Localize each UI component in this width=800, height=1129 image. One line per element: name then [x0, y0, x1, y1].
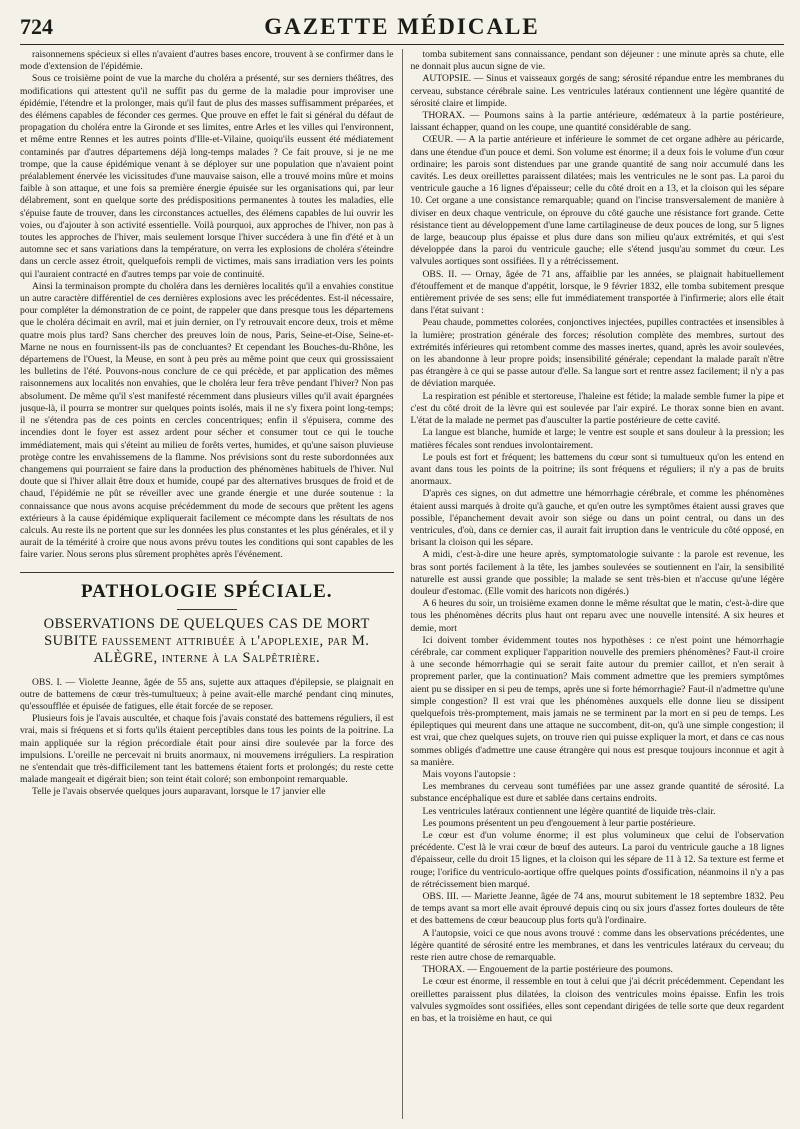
paragraph: La langue est blanche, humide et large; le ventre est souple et sans douleur à la pression; les matières fécales sont rendues involontairement. [410, 427, 784, 451]
left-column [20, 49, 402, 1119]
paragraph: Le cœur est énorme, il ressemble en tout à celui que j'ai décrit précédemment. Cependant les oreillettes paraissent plus dilatées, la cloison des ventricules moins épaisse. Enfin les trois valvules sygmoïdes sont ossifiées, elles sont cependant dirigées de telle sorte que deux regardent en bas, et la troisième en haut, ce qui [410, 976, 784, 1025]
paragraph: Peau chaude, pommettes colorées, conjonctives injectées, pupilles contractées et insensibles à la lumière; prostration générale des forces; résolution complète des membres, surtout des extrémités inférieures qui retombent comme des masses inertes, quand, après les avoir soulevées, on les abandonne à leur propre poids; insensibilité générale; cependant la malade paraît n'être pas étrangère à ce qui se passe autour d'elle. Sa langue sort et rentre assez facilement; il n'y a pas de déviation marquée. [410, 317, 784, 390]
paragraph: Le pouls est fort et fréquent; les battemens du cœur sont si tumultueux qu'on les entend en avant dans tous les points de la poitrine; ils sont fréquens et réguliers; il n'y a pas de bruits anormaux. [410, 451, 784, 488]
masthead [20, 14, 784, 45]
paragraph: OBS. III. — Mariette Jeanne, âgée de 74 ans, mourut subitement le 18 septembre 1832. Peu de temps avant sa mort elle avait éprouvé depuis cinq ou six jours d'assez fortes douleurs de tête et des battemens de cœur beaucoup plus forts qu'à l'ordinaire. [410, 891, 784, 927]
paragraph: Ainsi la terminaison prompte du choléra dans les dernières localités qu'il a envahies constitue un autre caractère différentiel de ces dernières explosions avec les précédentes. Est-il nécessaire, pour compléter la démonstration de ce point, de rappeler que dans presque tous les départemens que le choléra décimait en avril, mai et juin dernier, on l'y retrouvait encore deux, trois et même quatre mois plus tard? Sans chercher des preuves loin de nous, Paris, Seine-et-Oise, Seine-et-Marne ne nous en fournissent-ils pas de concluantes? Et cependant les Bouches-du-Rhône, les départemens de l'Ouest, la Meuse, en sont à peu près au même point que ceux qui grossissaient les bulletins de l'été. Pouvons-nous conclure de ce qui précède, et par application des mêmes raisonnemens aux localités non envahies, que le choléra leur fera trêve pendant l'hiver? Non pas absolument. De même qu'il s'est manifesté récemment dans plusieurs villes qu'il avait épargnées jusque-là, il pourra se montrer sur quelques points isolés, mais il ne s'y fixera point long-temps; il ne s'étendra pas de ces points en cercles concentriques; enfin il s'épuisera, comme des incendies dont le foyer est assez ardent pour sécher et consumer tout ce qui le touche immédiatement, mais qui s'éteint au milieu de forêts vertes, humides, et qu'une saison pluvieuse protège contre les envahissemens de la flamme. Nos prévisions sont du reste subordonnées aux changemens qui pourraient se faire dans la production des phénomènes habituels de l'hiver. Nul doute que si l'hiver allait être doux et humide, coupé par des alternatives brusques de froid et de chaud, l'épidémie ne pût se réveiller avec une grande énergie et une durée soutenue : la connaissance que nous avons acquise précédemment du mode de secours que prêtent les agens extérieurs à la cause épidémique expliquerait facilement ce mécompte dans les résultats de nos calculs. Au reste ils ne portent que sur les données les plus constantes et les plus générales, et il y aurait de la témérité à croire que nous avons prévu toutes les conditions qui sont capables de les faire varier. Nous serons plus sûrement prophètes après l'événement. [20, 280, 394, 561]
paragraph: Ici doivent tomber évidemment toutes nos hypothèses : ce n'est point une hémorrhagie cérébrale, car comment expliquer l'apparition nouvelle des premiers phénomènes? Faut-il croire à une seconde hémorrhagie qui se serait faite autour du premier caillot, et n'en serait à proprement parler, que la continuation? Mais comment admettre que les premiers symptômes aient pu se dissiper en si peu de temps, après une si forte hémorrhagie? Faut-il n'admettre qu'une simple congestion? Il est vrai que les phénomènes auxquels elle donne lieu se dissipent quelquefois très-promptement, mais jamais ne se terminent par la mort en si peu de temps. Les épileptiques qui meurent dans une attaque ne succombent, dit-on, qu'à une simple congestion; il est vrai, que chez quelques sujets, on trouve rien qui puisse expliquer la mort, et dans ce cas nous sommes obligés d'admettre une cause étrangère qui nous est presque toujours inconnue et agit à sa manière. [410, 634, 784, 768]
right-column [402, 49, 785, 1119]
paragraph: AUTOPSIE. — Sinus et vaisseaux gorgés de sang; sérosité répandue entre les membranes du cerveau, substance cérébrale saine. Les ventricules latéraux contiennent une légère quantité de sérosité claire et limpide. [410, 73, 784, 109]
observation-paragraph: Telle je l'avais observée quelques jours auparavant, lorsque le 17 janvier elle [32, 786, 326, 798]
paragraph: A 6 heures du soir, un troisième examen donne le même résultat que le matin, c'est-à-dire que tous les phénomènes décrits plus haut ont reparu avec une nouvelle intensité. A six heures et demie, mort [410, 598, 784, 634]
paragraph: Sous ce troisième point de vue la marche du choléra a présenté, sur ses derniers théâtres, des modifications qui attestent qu'il ne suffit pas du germe de la maladie pour improviser une épidémie, l'étendre et la prolonger, mais qu'il faut de plus des masses suffisamment préparées, et des élémens capables de féconder ces germes. Que prouve en effet le fait si général du défaut de propagation du choléra entre la Gironde et ses limites, entre Arles et les villes qui l'environnent, et même entre Rennes et les autres points d'Ille-et-Vilaine, quoiqu'ils eussent été médiatement contaminés par d'autres départemens déjà long-temps malades ? Ce fait prouve, si je ne me trompe, que la cause épidémique venant à se déployer sur une population que n'avaient point préalablement énervée les vicissitudes d'une mauvaise saison, elle a trouvé moins mûre et moins faible à son attaque, et une fois sa première énergie épuisée sur les organisations qui, par leur délabrement, sont en quelque sorte des prédispositions permanentes à toutes les maladies, elle s'épuise faute de trouver, dans les circonstances actuelles, des élémens capables de lui ouvrir les voies, ou d'ajouter à son activité essentielle. Voilà pourquoi, aux approches de l'hiver, non pas à toutes les approches de l'hiver, mais seulement lorsque l'hiver succédera à une fin d'été et à un automne sec et sans variations dans la température, on verra les explosions de choléra s'éteindre dans un cercle assez étroit, quelquefois rempli de victimes, mais sans irradiation vers les points qui l'auraient contracté en d'autres temps par voie de continuité. [20, 73, 394, 280]
paragraph: A l'autopsie, voici ce que nous avons trouvé : comme dans les observations précédentes, une légère quantité de sérosité entre les membranes, et dans les ventricules latéraux du cerveau; du reste rien autre chose de remarquable. [410, 927, 784, 964]
paragraph: Les poumons présentent un peu d'engouement à leur partie postérieure. [422, 817, 696, 829]
paragraph: THORAX. — Engouement de la partie postérieure des poumons. [422, 964, 673, 976]
paragraph: D'après ces signes, on dut admettre une hémorrhagie cérébrale, et comme les phénomènes étaient aussi marqués à droite qu'à gauche, et qu'en outre les symptômes étaient aussi graves que possible, l'épanchement devait avoir son siége ou dans un point central, ou dans un des ventricules, d'où, dans ce dernier cas, il aurait fait irruption dans le ventricule du côté opposé, en brisant la cloison qui les sépare. [410, 488, 784, 549]
title-divider [177, 609, 237, 610]
text-columns [20, 49, 784, 1119]
paragraph: Le cœur est d'un volume énorme; il est plus volumineux que celui de l'observation précédente. C'est là le vrai cœur de bœuf des auteurs. La paroi du ventricule gauche a 18 lignes d'épaisseur, celle du droit 15 lignes, et la cloison qui les sépare de 11 à 12. Sa texture est ferme et rouge; l'orifice du ventriculo-aortique offre quelques points d'ossification, néanmoins il n'y a pas de rétrécissement bien marqué. [410, 830, 784, 890]
paragraph: A midi, c'est-à-dire une heure après, symptomatologie suivante : la parole est revenue, les bras sont portés facilement à la tête, les jambes soulevées se soutiennent en l'air, la sensibilité naturelle est aussi grande que possible; la malade se sent très-bien et n'accuse qu'une légère douleur d'estomac. (Elle vomit des haricots non digérés.) [410, 549, 784, 597]
paragraph: La respiration est pénible et stertoreuse, l'haleine est fétide; la malade semble fumer la pipe et c'est du côté droit de la lèvre qui est soulevée par l'air expiré. Le thorax sonne bien en avant. L'état de la malade ne permet pas d'ausculter la partie postérieure de cette cavité. [410, 390, 784, 427]
paragraph: Les membranes du cerveau sont tuméfiées par une assez grande quantité de sérosité. La substance encéphalique est dure et sablée dans certains endroits. [410, 781, 784, 805]
paragraph: raisonnemens spécieux si elles n'avaient d'autres bases encore, trouvent à se confirmer dans le mode d'extension de l'épidémie. [20, 49, 394, 73]
paragraph: tomba subitement sans connaissance, pendant son déjeuner : une minute après sa chute, elle ne donnait plus aucun signe de vie. [410, 49, 784, 73]
paragraph: CŒUR. — A la partie antérieure et inférieure le sommet de cet organe adhère au péricarde, dans une étendue d'un pouce et demi. Son volume est énorme; il a deux fois le volume d'un cœur ordinaire; les parois sont distendues par une grande quantité de sang noir accumulé dans les cavités. Les deux oreillettes paraissent dilatées; mais les ventricules ne le sont pas. La paroi du ventricule gauche a 16 lignes d'épaisseur; celle du côté droit en a 13, et la cloison qui les sépare 10. Cet organe a une consistance remarquable; quand on l'incise transversalement de manière à diviser en deux chaque ventricule, on éprouve du côté gauche une résistance fort grande. Cette résistance tient au développement d'une lame cartilagineuse de deux pouces de long, sur 5 lignes de large, beaucoup plus épaisse et plus dure dans son milieu qu'aux extrémités, et qui s'est développée dans la paroi du ventricule gauche; elle s'étend jusqu'au sommet du cœur. Les valvules aortiques sont ossifiées. Il y a rétrécissement. [410, 134, 784, 268]
journal-title: GAZETTE MÉDICALE [264, 14, 540, 39]
observation-paragraph: Plusieurs fois je l'avais auscultée, et chaque fois j'avais constaté des battemens réguliers, il est vrai, mais si fréquens et si forts qu'ils étaient perceptibles dans tous les points de la poitrine. La main appliquée sur la région précordiale était pour ainsi dire soulevée par la force des impulsions. L'oreille ne percevait ni bruits anormaux, ni mouvemens irréguliers. La respiration ne s'entendait que très-difficilement tant les battemens étaient forts et prolongés; du reste cette malade mangeait et digérait bien; son teint était coloré; son embonpoint remarquable. [20, 713, 394, 786]
paragraph: Mais voyons l'autopsie : [422, 768, 516, 780]
article-title: OBSERVATIONS DE QUELQUES CAS DE MORT SUBITE faussement attribuée à l'apoplexie, par M. ALÈGRE, interne à la Salpêtrière. [43, 615, 370, 666]
page-number: 724 [20, 14, 53, 39]
section-divider [20, 572, 394, 573]
paragraph: THORAX. — Poumons sains à la partie antérieure, œdémateux à la partie postérieure, laissant échapper, quand on les coupe, une quantité considérable de sang. [410, 110, 784, 134]
observation-paragraph: OBS. I. — Violette Jeanne, âgée de 55 ans, sujette aux attaques d'épilepsie, se plaignait en outre de battemens de cœur très-tumultueux; à peine avait-elle marché pendant cinq minutes, qu'essoufflée et épuisée de fatigues, elle était forcée de se reposer. [20, 676, 394, 712]
paragraph: Les ventricules latéraux contiennent une légère quantité de liquide très-clair. [422, 805, 716, 817]
section-title: PATHOLOGIE SPÉCIALE. [80, 580, 333, 602]
paragraph: OBS. II. — Ornay, âgée de 71 ans, affaiblie par les années, se plaignait habituellement d'étouffement et de manque d'appétit, lorsque, le 9 février 1832, elle tomba subitement presque entièrement privée de ses sens; elle fut immédiatement transportée à l'infirmerie; alors elle était dans l'état suivant : [410, 268, 784, 317]
